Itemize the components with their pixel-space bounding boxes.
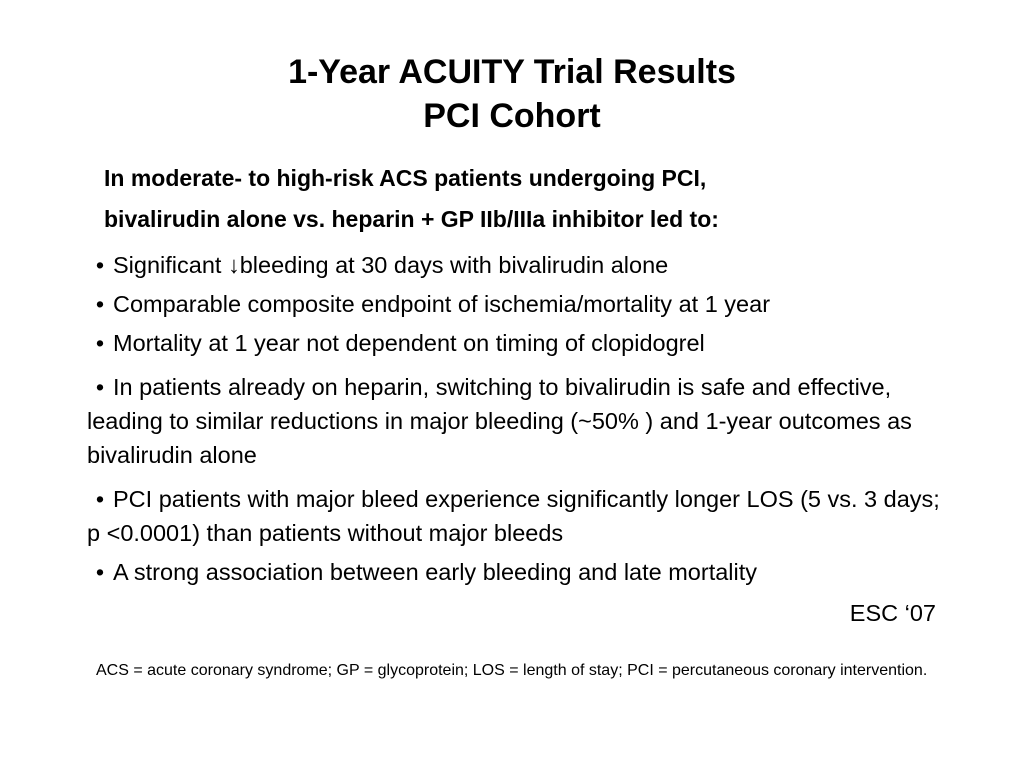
bullet-icon: • — [95, 559, 105, 585]
intro-line-2: bivalirudin alone vs. heparin + GP IIb/IIIa inhibitor led to: — [104, 206, 719, 232]
slide-title — [0, 50, 1024, 138]
citation: ESC ‘07 — [849, 600, 936, 626]
bullet-icon: • — [95, 291, 105, 317]
title-line-1: 1-Year ACUITY Trial Results — [288, 53, 736, 91]
bullet-list — [87, 248, 957, 589]
title-line-2: PCI Cohort — [423, 97, 601, 135]
bullet-item — [87, 248, 957, 282]
bullet-icon: • — [95, 486, 105, 512]
bullet-text: Significant ↓bleeding at 30 days with bivalirudin alone — [113, 252, 669, 278]
intro-line-1: In moderate- to high-risk ACS patients undergoing PCI, — [104, 165, 707, 191]
bullet-text: PCI patients with major bleed experience significantly longer LOS (5 vs. 3 days; p <0.0001) than patients without major bleeds — [87, 486, 940, 546]
bullet-icon: • — [95, 374, 105, 400]
bullet-text: In patients already on heparin, switching to bivalirudin is safe and effective, leading to similar reductions in major bleeding (~50% ) and 1-year outcomes as bivalirudin alone — [87, 374, 912, 468]
bullet-item — [87, 370, 957, 472]
footnote: ACS = acute coronary syndrome; GP = glycoprotein; LOS = length of stay; PCI = percutaneous coronary intervention. — [96, 662, 928, 679]
bullet-text: Comparable composite endpoint of ischemia/mortality at 1 year — [113, 291, 771, 317]
intro-statement — [104, 158, 954, 240]
bullet-item — [87, 326, 957, 360]
bullet-icon: • — [95, 252, 105, 278]
bullet-item — [87, 555, 957, 589]
bullet-item — [87, 482, 957, 550]
bullet-text: Mortality at 1 year not dependent on timing of clopidogrel — [113, 330, 705, 356]
bullet-item — [87, 287, 957, 321]
bullet-text: A strong association between early bleeding and late mortality — [113, 559, 758, 585]
bullet-icon: • — [95, 330, 105, 356]
